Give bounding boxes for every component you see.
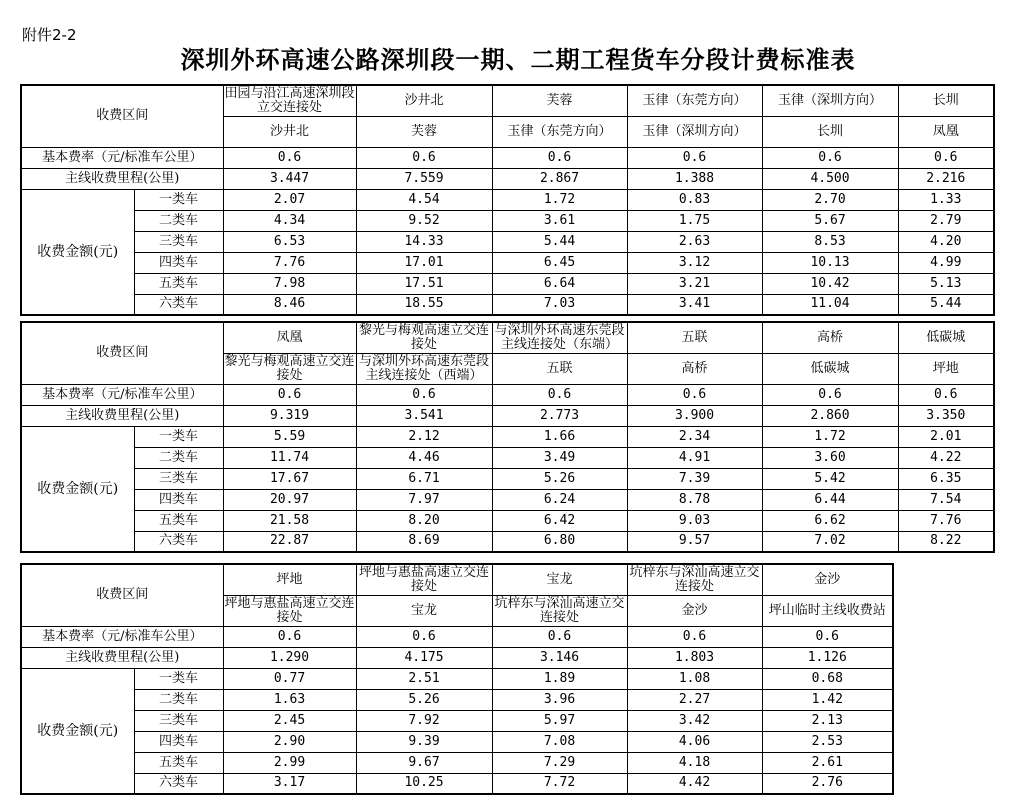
vehicle-class-row [21, 210, 994, 231]
mileage-row [21, 405, 994, 426]
fee-cell: 2.27 [627, 689, 762, 710]
vehicle-class-name: 二类车 [134, 447, 223, 468]
fee-cell: 4.46 [356, 447, 492, 468]
section-to-cell: 坑梓东与深汕高速立交连接处 [492, 595, 627, 626]
base-rate-label: 基本费率（元/标准车公里） [21, 384, 223, 405]
fee-cell: 7.76 [898, 510, 994, 531]
base-rate-cell: 0.6 [356, 626, 492, 647]
fee-cell: 3.61 [492, 210, 627, 231]
fee-table-3 [20, 563, 894, 795]
fee-cell: 3.17 [223, 773, 356, 794]
vehicle-class-row [21, 489, 994, 510]
mileage-row [21, 168, 994, 189]
section-from-cell: 芙蓉 [492, 85, 627, 116]
fee-cell: 4.06 [627, 731, 762, 752]
vehicle-class-name: 一类车 [134, 668, 223, 689]
fee-cell: 18.55 [356, 294, 492, 315]
fee-cell: 2.13 [762, 710, 893, 731]
fee-cell: 10.42 [762, 273, 898, 294]
vehicle-class-row [21, 752, 893, 773]
base-rate-cell: 0.6 [627, 626, 762, 647]
fee-cell: 7.39 [627, 468, 762, 489]
fee-cell: 7.97 [356, 489, 492, 510]
vehicle-class-name: 五类车 [134, 510, 223, 531]
section-from-cell: 沙井北 [356, 85, 492, 116]
section-from-cell: 黎光与梅观高速立交连接处 [356, 322, 492, 353]
section-from-cell: 玉律（深圳方向） [762, 85, 898, 116]
section-from-cell: 五联 [627, 322, 762, 353]
fee-cell: 4.18 [627, 752, 762, 773]
fee-cell: 6.71 [356, 468, 492, 489]
vehicle-class-row [21, 294, 994, 315]
fee-cell: 9.39 [356, 731, 492, 752]
header-row-from [21, 322, 994, 353]
vehicle-class-name: 二类车 [134, 689, 223, 710]
fee-cell: 9.57 [627, 531, 762, 552]
fee-cell: 2.76 [762, 773, 893, 794]
section-to-cell: 玉律（东莞方向） [492, 116, 627, 147]
section-label: 收费区间 [21, 322, 223, 384]
section-to-cell: 长圳 [762, 116, 898, 147]
vehicle-class-row [21, 231, 994, 252]
fee-cell: 1.72 [492, 189, 627, 210]
fee-cell: 2.61 [762, 752, 893, 773]
base-rate-cell: 0.6 [627, 384, 762, 405]
fee-cell: 1.72 [762, 426, 898, 447]
fee-cell: 5.59 [223, 426, 356, 447]
fee-cell: 22.87 [223, 531, 356, 552]
fee-cell: 20.97 [223, 489, 356, 510]
vehicle-class-name: 四类车 [134, 252, 223, 273]
base-rate-cell: 0.6 [762, 384, 898, 405]
fee-cell: 8.53 [762, 231, 898, 252]
fee-cell: 5.42 [762, 468, 898, 489]
fee-cell: 5.13 [898, 273, 994, 294]
vehicle-class-name: 三类车 [134, 231, 223, 252]
mileage-cell: 1.290 [223, 647, 356, 668]
vehicle-class-name: 一类车 [134, 426, 223, 447]
fee-cell: 4.42 [627, 773, 762, 794]
fee-cell: 7.92 [356, 710, 492, 731]
fee-cell: 6.45 [492, 252, 627, 273]
fee-cell: 17.01 [356, 252, 492, 273]
fee-cell: 7.72 [492, 773, 627, 794]
fee-cell: 2.99 [223, 752, 356, 773]
fee-cell: 17.67 [223, 468, 356, 489]
vehicle-class-name: 三类车 [134, 468, 223, 489]
section-from-cell: 长圳 [898, 85, 994, 116]
fee-cell: 6.80 [492, 531, 627, 552]
fee-table-1 [20, 84, 995, 316]
mileage-label: 主线收费里程(公里) [21, 647, 223, 668]
fee-cell: 3.12 [627, 252, 762, 273]
fee-cell: 5.67 [762, 210, 898, 231]
fee-cell: 2.51 [356, 668, 492, 689]
mileage-cell: 3.541 [356, 405, 492, 426]
fee-cell: 8.20 [356, 510, 492, 531]
fee-cell: 6.62 [762, 510, 898, 531]
section-from-cell: 坪地与惠盐高速立交连接处 [356, 564, 492, 595]
fee-cell: 6.42 [492, 510, 627, 531]
fee-cell: 3.21 [627, 273, 762, 294]
fee-cell: 8.22 [898, 531, 994, 552]
vehicle-class-row [21, 468, 994, 489]
fee-cell: 4.34 [223, 210, 356, 231]
fee-cell: 17.51 [356, 273, 492, 294]
mileage-cell: 1.803 [627, 647, 762, 668]
fee-cell: 7.02 [762, 531, 898, 552]
vehicle-class-row [21, 252, 994, 273]
fee-cell: 1.08 [627, 668, 762, 689]
section-to-cell: 坪地 [898, 353, 994, 384]
base-rate-row [21, 384, 994, 405]
section-to-cell: 低碳城 [762, 353, 898, 384]
section-to-cell: 五联 [492, 353, 627, 384]
vehicle-class-row [21, 189, 994, 210]
section-from-cell: 玉律（东莞方向） [627, 85, 762, 116]
section-to-cell: 与深圳外环高速东莞段主线连接处（西端） [356, 353, 492, 384]
mileage-cell: 2.867 [492, 168, 627, 189]
mileage-cell: 3.350 [898, 405, 994, 426]
fee-cell: 9.03 [627, 510, 762, 531]
base-rate-row [21, 147, 994, 168]
vehicle-class-row [21, 731, 893, 752]
fee-cell: 2.70 [762, 189, 898, 210]
vehicle-class-row [21, 531, 994, 552]
section-to-cell: 坪山临时主线收费站 [762, 595, 893, 626]
fee-amount-label: 收费金额(元) [21, 189, 134, 315]
fee-cell: 4.99 [898, 252, 994, 273]
mileage-row [21, 647, 893, 668]
base-rate-row [21, 626, 893, 647]
mileage-cell: 1.126 [762, 647, 893, 668]
base-rate-cell: 0.6 [356, 147, 492, 168]
mileage-cell: 3.900 [627, 405, 762, 426]
vehicle-class-name: 五类车 [134, 273, 223, 294]
fee-cell: 1.89 [492, 668, 627, 689]
base-rate-cell: 0.6 [356, 384, 492, 405]
section-to-cell: 黎光与梅观高速立交连接处 [224, 353, 355, 383]
section-to-cell: 沙井北 [223, 116, 356, 147]
vehicle-class-row [21, 668, 893, 689]
section-to-cell: 芙蓉 [356, 116, 492, 147]
mileage-cell: 4.175 [356, 647, 492, 668]
fee-amount-label: 收费金额(元) [21, 668, 134, 794]
base-rate-cell: 0.6 [762, 626, 893, 647]
fee-cell: 2.53 [762, 731, 893, 752]
section-to-cell: 金沙 [627, 595, 762, 626]
fee-table-2 [20, 321, 995, 553]
fee-cell: 2.63 [627, 231, 762, 252]
base-rate-cell: 0.6 [492, 626, 627, 647]
fee-cell: 1.75 [627, 210, 762, 231]
fee-cell: 7.03 [492, 294, 627, 315]
fee-cell: 1.42 [762, 689, 893, 710]
fee-cell: 14.33 [356, 231, 492, 252]
vehicle-class-row [21, 689, 893, 710]
section-to-cell: 玉律（深圳方向） [627, 116, 762, 147]
fee-cell: 7.08 [492, 731, 627, 752]
fee-cell: 3.49 [492, 447, 627, 468]
section-from-cell: 凤凰 [223, 322, 356, 353]
fee-cell: 4.22 [898, 447, 994, 468]
section-from-cell: 宝龙 [492, 564, 627, 595]
fee-cell: 6.24 [492, 489, 627, 510]
fee-cell: 2.90 [223, 731, 356, 752]
vehicle-class-row [21, 710, 893, 731]
fee-cell: 7.98 [223, 273, 356, 294]
fee-cell: 0.83 [627, 189, 762, 210]
fee-cell: 3.96 [492, 689, 627, 710]
base-rate-cell: 0.6 [492, 147, 627, 168]
fee-cell: 5.44 [898, 294, 994, 315]
vehicle-class-name: 一类车 [134, 189, 223, 210]
fee-cell: 5.97 [492, 710, 627, 731]
fee-cell: 7.29 [492, 752, 627, 773]
mileage-cell: 2.773 [492, 405, 627, 426]
mileage-cell: 3.447 [223, 168, 356, 189]
vehicle-class-row [21, 273, 994, 294]
fee-cell: 2.01 [898, 426, 994, 447]
vehicle-class-name: 六类车 [134, 531, 223, 552]
fee-cell: 7.76 [223, 252, 356, 273]
fee-cell: 2.07 [223, 189, 356, 210]
base-rate-cell: 0.6 [223, 147, 356, 168]
mileage-label: 主线收费里程(公里) [21, 168, 223, 189]
fee-cell: 6.44 [762, 489, 898, 510]
fee-cell: 1.33 [898, 189, 994, 210]
mileage-cell: 3.146 [492, 647, 627, 668]
fee-cell: 5.26 [356, 689, 492, 710]
fee-amount-label: 收费金额(元) [21, 426, 134, 552]
section-from-cell: 高桥 [762, 322, 898, 353]
fee-cell: 1.66 [492, 426, 627, 447]
vehicle-class-row [21, 773, 893, 794]
fee-cell: 6.64 [492, 273, 627, 294]
fee-cell: 3.41 [627, 294, 762, 315]
fee-cell: 2.34 [627, 426, 762, 447]
vehicle-class-name: 四类车 [134, 731, 223, 752]
base-rate-cell: 0.6 [492, 384, 627, 405]
fee-cell: 6.35 [898, 468, 994, 489]
base-rate-cell: 0.6 [762, 147, 898, 168]
base-rate-label: 基本费率（元/标准车公里） [21, 626, 223, 647]
section-to-cell: 宝龙 [356, 595, 492, 626]
vehicle-class-name: 五类车 [134, 752, 223, 773]
base-rate-cell: 0.6 [223, 626, 356, 647]
vehicle-class-name: 六类车 [134, 294, 223, 315]
section-to-cell: 坪地与惠盐高速立交连接处 [224, 595, 355, 625]
fee-cell: 3.42 [627, 710, 762, 731]
vehicle-class-row [21, 426, 994, 447]
fee-cell: 21.58 [223, 510, 356, 531]
fee-cell: 8.78 [627, 489, 762, 510]
attachment-label: 附件2-2 [22, 26, 77, 44]
vehicle-class-name: 四类车 [134, 489, 223, 510]
fee-cell: 2.12 [356, 426, 492, 447]
section-label: 收费区间 [21, 564, 223, 626]
fee-cell: 4.20 [898, 231, 994, 252]
base-rate-cell: 0.6 [627, 147, 762, 168]
fee-cell: 8.46 [223, 294, 356, 315]
fee-cell: 2.79 [898, 210, 994, 231]
fee-cell: 9.67 [356, 752, 492, 773]
mileage-cell: 4.500 [762, 168, 898, 189]
mileage-cell: 1.388 [627, 168, 762, 189]
section-from-cell: 坑梓东与深汕高速立交连接处 [627, 564, 762, 595]
section-from-cell: 与深圳外环高速东莞段主线连接处（东端） [492, 322, 627, 353]
fee-cell: 10.13 [762, 252, 898, 273]
section-from-cell: 金沙 [762, 564, 893, 595]
fee-cell: 10.25 [356, 773, 492, 794]
vehicle-class-name: 二类车 [134, 210, 223, 231]
section-label: 收费区间 [21, 85, 223, 147]
base-rate-cell: 0.6 [223, 384, 356, 405]
fee-cell: 5.26 [492, 468, 627, 489]
fee-cell: 3.60 [762, 447, 898, 468]
base-rate-cell: 0.6 [898, 147, 994, 168]
fee-cell: 4.54 [356, 189, 492, 210]
base-rate-cell: 0.6 [898, 384, 994, 405]
section-to-cell: 高桥 [627, 353, 762, 384]
fee-cell: 5.44 [492, 231, 627, 252]
header-row-from [21, 564, 893, 595]
fee-cell: 0.68 [762, 668, 893, 689]
base-rate-label: 基本费率（元/标准车公里） [21, 147, 223, 168]
fee-cell: 7.54 [898, 489, 994, 510]
mileage-cell: 7.559 [356, 168, 492, 189]
vehicle-class-name: 三类车 [134, 710, 223, 731]
fee-cell: 2.45 [223, 710, 356, 731]
vehicle-class-row [21, 447, 994, 468]
section-from-cell: 田园与沿江高速深圳段立交连接处 [224, 85, 355, 115]
section-from-cell: 坪地 [223, 564, 356, 595]
fee-cell: 4.91 [627, 447, 762, 468]
mileage-cell: 9.319 [223, 405, 356, 426]
fee-cell: 0.77 [223, 668, 356, 689]
fee-cell: 11.04 [762, 294, 898, 315]
fee-cell: 6.53 [223, 231, 356, 252]
header-row-from [21, 85, 994, 116]
mileage-label: 主线收费里程(公里) [21, 405, 223, 426]
fee-cell: 9.52 [356, 210, 492, 231]
mileage-cell: 2.216 [898, 168, 994, 189]
vehicle-class-name: 六类车 [134, 773, 223, 794]
mileage-cell: 2.860 [762, 405, 898, 426]
vehicle-class-row [21, 510, 994, 531]
fee-cell: 11.74 [223, 447, 356, 468]
section-to-cell: 凤凰 [898, 116, 994, 147]
fee-cell: 8.69 [356, 531, 492, 552]
page-title: 深圳外环高速公路深圳段一期、二期工程货车分段计费标准表 [180, 45, 856, 74]
section-from-cell: 低碳城 [898, 322, 994, 353]
fee-cell: 1.63 [223, 689, 356, 710]
